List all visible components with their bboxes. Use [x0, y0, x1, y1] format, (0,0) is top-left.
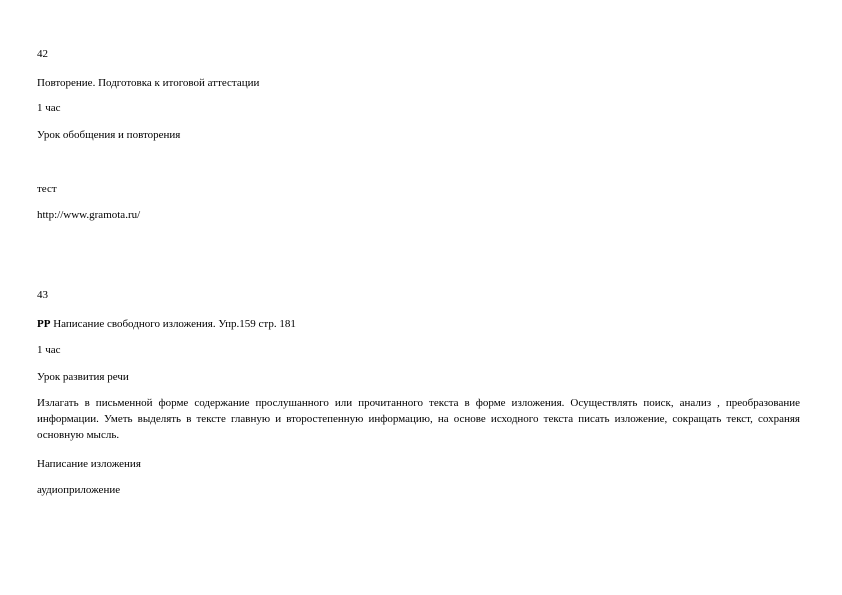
lesson-resource: аудиоприложение — [37, 484, 121, 496]
lesson-topic: Повторение. Подготовка к итоговой аттестации — [37, 77, 260, 89]
lesson-control: Написание изложения — [37, 458, 141, 470]
topic-text: Написание свободного изложения. Упр.159 стр. 181 — [50, 318, 296, 330]
lesson-number: 42 — [37, 48, 48, 60]
lesson-number: 43 — [37, 289, 48, 301]
lesson-hours: 1 час — [37, 102, 61, 114]
lesson-type: Урок развития речи — [37, 371, 129, 383]
lesson-activities: Излагать в письменной форме содержание прослушанного или прочитанного текста в форме изложения. Осуществлять поиск, анализ , преобразование информации. Уметь выделять в тексте главную и второстепенную информацию, на основе исходного текста писать изложение, сокращать текст, сохраняя основную мысль. — [37, 397, 800, 441]
lesson-type: Урок обобщения и повторения — [37, 129, 181, 141]
lesson-topic — [37, 318, 296, 331]
lesson-control: тест — [37, 183, 57, 195]
lesson-hours: 1 час — [37, 344, 61, 356]
topic-prefix: РР — [37, 318, 51, 330]
lesson-resource-link[interactable]: http://www.gramota.ru/ — [37, 209, 141, 221]
